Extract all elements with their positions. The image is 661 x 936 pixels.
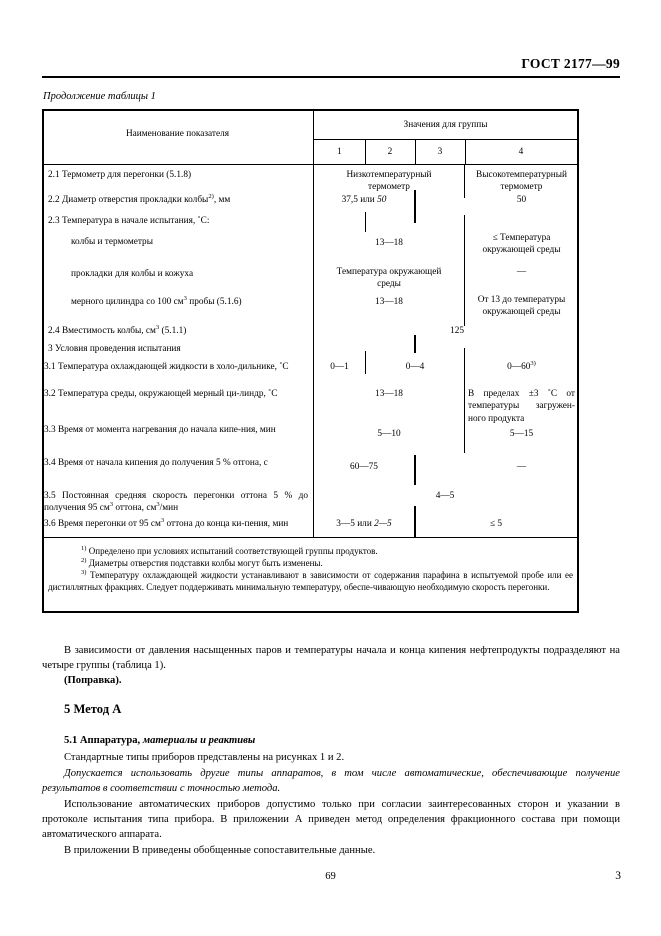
table-cell-value: 125 bbox=[450, 326, 464, 336]
section-heading-5: 5 Метод А bbox=[64, 702, 122, 716]
table-row-label: 3.4 Время от начала кипения до получения 5 % отгона, с bbox=[44, 458, 268, 468]
table-cell-value: 5—15 bbox=[509, 429, 534, 439]
table-cell-value: 50 bbox=[516, 195, 527, 205]
standard-code-header: ГОСТ 2177—99 bbox=[521, 56, 620, 71]
table-header-group: Значения для группы bbox=[403, 120, 488, 130]
table-cell-value: Низкотемпературный термометр bbox=[346, 170, 432, 193]
table-cell-value: От 13 до температуры окружающей среды bbox=[477, 295, 566, 318]
table-cell-value: 5—10 bbox=[377, 429, 401, 439]
subsection-heading-51 bbox=[64, 735, 464, 746]
body-divider-seg-h bbox=[414, 455, 416, 485]
table-header-name: Наименование показателя bbox=[125, 129, 230, 139]
table-cell-value: 37,5 или 50 bbox=[341, 195, 387, 205]
paragraph-italic-note: Допускается использовать другие типы аппаратов, в том числе автоматические, обеспечивающие получение результатов в соответствии с точностью метода. bbox=[42, 768, 620, 795]
table-cell-value: ≤ Температура окружающей среды bbox=[482, 233, 561, 256]
header-rule bbox=[42, 76, 620, 78]
table-cell-value: 3—5 или 2—5 bbox=[336, 519, 392, 529]
table-row-label: 3.6 Время перегонки от 95 $см^3$ оттона до конца ки-пения, мин bbox=[44, 516, 289, 529]
table-row-label: 3.1 Температура охлаждающей жидкости в холо-дильнике, ˚С bbox=[44, 362, 289, 372]
table-cell-value: 13—18 bbox=[375, 389, 403, 399]
table-cell-value: 0—4 bbox=[405, 362, 425, 372]
subsection-heading-italic-part: материалы и реактивы bbox=[142, 735, 256, 746]
table-cell-value: 13—18 bbox=[375, 238, 403, 248]
table-footnote: $^{3)}$ Температуру охлаждающей жидкости устанавливают в зависимости от содержания парафина в испытуемой пробе или ее дистиллятных фракциях. Следует поддерживать минимальную температуру, обеспе-чивающую необходимую скорость перегонки. bbox=[48, 569, 573, 592]
body-divider-seg-b bbox=[414, 190, 416, 223]
page-number-center: 69 bbox=[325, 871, 336, 882]
table-row-label: 3.5 Постоянная средняя скорость перегонки оттона 5 % до получения 95 $см^3$ оттона, $см^3$/мин bbox=[44, 491, 308, 514]
table-cell-value: 0—1 bbox=[330, 362, 349, 372]
table-row-label: 2.4 Вместимость колбы, $см^3$ (5.1.1) bbox=[48, 323, 187, 336]
table-row-label: 2.1 Термометр для перегонки (5.1.8) bbox=[48, 170, 192, 180]
table-caption: Продолжение таблицы 1 bbox=[43, 91, 156, 102]
header-group-split-rule bbox=[313, 139, 577, 140]
table-border-bottom bbox=[42, 611, 579, 613]
table-header-group-4: 4 bbox=[518, 147, 524, 157]
table-row-label: 3.3 Время от момента нагревания до начала кипе-ния, мин bbox=[44, 425, 276, 435]
footnote-top-rule bbox=[42, 537, 579, 539]
paragraph-groups: В зависимости от давления насыщенных паров и температуры начала и конца кипения нефтепродукты подразделяют на четыре группы (таблица 1). bbox=[42, 645, 620, 672]
table-row-label: 2.3 Температура в начале испытания, ˚С: bbox=[48, 216, 210, 226]
table-footnote: $^{2)}$ Диаметры отверстия подставки колбы могут быть изменены. bbox=[81, 557, 323, 568]
table-footnote: $^{1)}$ Определено при условиях испытаний соответствующей группы продуктов. bbox=[81, 545, 378, 556]
table-row-label: 3 Условия проведения испытания bbox=[48, 344, 181, 354]
table-cell-value: 60—75 bbox=[350, 462, 378, 472]
table-row-label: мерного цилиндра со 100 $см^3$ пробы (5.1.6) bbox=[71, 294, 242, 307]
table-row-label: прокладки для колбы и кожуха bbox=[71, 269, 194, 279]
body-divider-seg-c bbox=[365, 212, 366, 232]
table-cell-value: В пределах ±3 ˚С от температуры загружен-ного продукта bbox=[468, 389, 575, 424]
paragraph-standard-types: Стандартные типы приборов представлены на рисунках 1 и 2. bbox=[64, 752, 345, 763]
table-row-label: колбы и термометры bbox=[71, 237, 153, 247]
body-divider-seg-e bbox=[414, 335, 416, 353]
subsection-heading-bold-part: 5.1 Аппаратура, bbox=[64, 735, 143, 746]
table-cell-value: 4—5 bbox=[435, 491, 455, 501]
table-header-group-3: 3 bbox=[437, 147, 443, 157]
header-bottom-rule bbox=[42, 164, 579, 166]
table-header-group-2: 2 bbox=[387, 147, 393, 157]
paragraph-auto-devices: Использование автоматических приборов допустимо только при согласии заинтересованных сторон и указании в протоколе испытания типа прибора. В приложении А приведен метод определения фракционного состава при помощи автоматического аппарата. bbox=[42, 799, 620, 841]
table-row-label: 3.2 Температура среды, окружающей мерный ци-линдр, ˚С bbox=[44, 389, 278, 399]
table-cell-value: ≤ 5 bbox=[489, 519, 503, 529]
table-cell-value: — bbox=[516, 462, 527, 472]
table-cell-value: 0—60$^{3)}$ bbox=[507, 359, 536, 372]
table-row-label: 2.2 Диаметр отверстия прокладки колбы$^{2)}$, мм bbox=[48, 192, 231, 205]
table-cell-value: — bbox=[516, 267, 527, 277]
table-cell-value: Высокотемпературный термометр bbox=[476, 170, 567, 193]
paragraph-appendix-b: В приложении В приведены обобщенные сопоставительные данные. bbox=[64, 845, 376, 856]
correction-note: (Поправка). bbox=[64, 675, 122, 686]
table-header-group-1: 1 bbox=[337, 147, 342, 157]
table-cell-value: Температура окружающей среды bbox=[336, 267, 442, 290]
page-number-right: 3 bbox=[615, 870, 621, 882]
table-border-top bbox=[42, 109, 579, 111]
table-cell-value: 13—18 bbox=[375, 297, 403, 307]
